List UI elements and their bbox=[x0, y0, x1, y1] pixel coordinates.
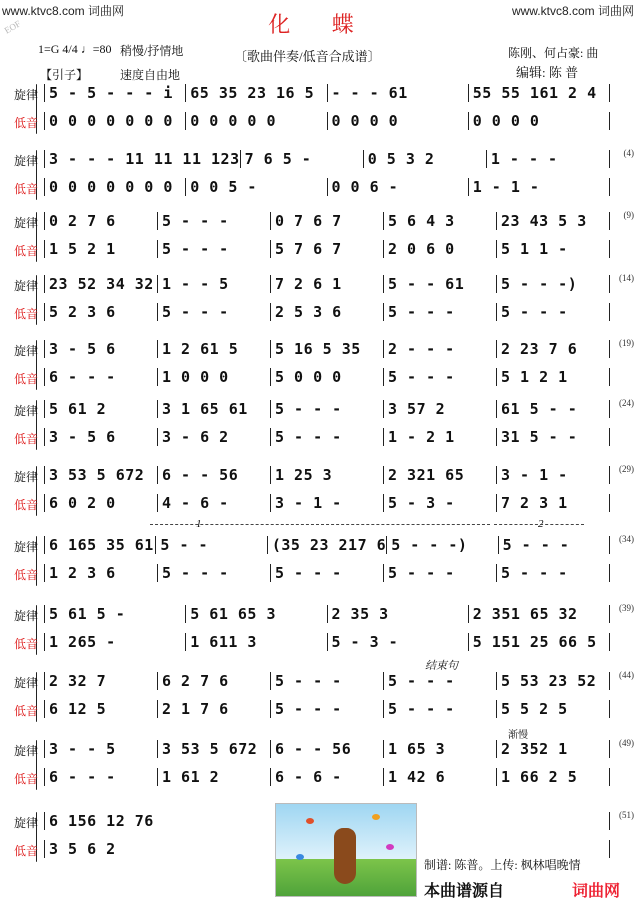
bar-line bbox=[609, 768, 610, 786]
bar-line bbox=[609, 740, 610, 758]
score-system bbox=[14, 670, 634, 732]
measure: 5 - - - bbox=[162, 564, 229, 582]
measure: 6 - - - bbox=[49, 368, 116, 386]
measure: 0 5 3 2 bbox=[367, 150, 435, 168]
bass-staff bbox=[14, 633, 630, 653]
measure: 3 - 5 6 bbox=[49, 340, 116, 358]
measure: 5 - - -) bbox=[501, 275, 578, 293]
measure-row bbox=[44, 150, 610, 168]
measure: 5 - - - bbox=[275, 428, 342, 446]
measure: 2 351 65 32 bbox=[472, 605, 578, 623]
bar-line bbox=[609, 400, 610, 418]
melody-label: 旋律 bbox=[14, 279, 39, 293]
measure-row bbox=[44, 240, 610, 258]
measure-row bbox=[44, 303, 610, 321]
bass-staff bbox=[14, 303, 630, 323]
bass-staff bbox=[14, 178, 630, 198]
melody-label: 旋律 bbox=[14, 744, 39, 758]
measure: 2 - - - bbox=[388, 340, 455, 358]
measure: 3 - - 5 bbox=[49, 740, 116, 758]
bass-label: 低音 bbox=[14, 372, 39, 386]
measure: 6 156 12 76 bbox=[49, 812, 154, 830]
measure: 1 - 2 1 bbox=[388, 428, 455, 446]
measure-row bbox=[44, 494, 610, 512]
melody-staff bbox=[14, 275, 630, 295]
volta-2-line bbox=[494, 524, 584, 525]
score-system bbox=[14, 738, 634, 800]
measure: 5 - - - bbox=[502, 536, 570, 554]
measure-row bbox=[44, 700, 610, 718]
score-system bbox=[14, 398, 634, 460]
volta-2-label: 2 bbox=[538, 518, 544, 530]
measure: 1 2 61 5 bbox=[162, 340, 239, 358]
melody-label: 旋律 bbox=[14, 404, 39, 418]
bar-line bbox=[609, 428, 610, 446]
measure: 55 55 161 2 4 bbox=[472, 84, 597, 102]
bar-line bbox=[609, 303, 610, 321]
measure: 5 - - - bbox=[162, 212, 229, 230]
measure-row bbox=[44, 605, 610, 623]
score-system bbox=[14, 338, 634, 400]
measure-row bbox=[44, 178, 610, 196]
bass-label: 低音 bbox=[14, 307, 39, 321]
butterfly-icon bbox=[372, 814, 380, 820]
measure: 0 0 0 0 bbox=[331, 112, 399, 130]
measure-row bbox=[44, 212, 610, 230]
measure: 6 - - 56 bbox=[162, 466, 239, 484]
melody-label: 旋律 bbox=[14, 609, 39, 623]
measure: (35 23 217 6 bbox=[271, 536, 387, 554]
bar-line bbox=[609, 240, 610, 258]
measure-number: (29) bbox=[619, 464, 634, 474]
measure: 5 - - bbox=[160, 536, 209, 554]
source-text: 本曲谱源自 bbox=[424, 883, 505, 900]
melody-staff bbox=[14, 84, 630, 104]
melody-staff bbox=[14, 466, 630, 486]
measure-row bbox=[44, 428, 610, 446]
measure: 2 321 65 bbox=[388, 466, 465, 484]
bass-label: 低音 bbox=[14, 637, 39, 651]
measure-number: (9) bbox=[623, 210, 634, 220]
measure: 1 66 2 5 bbox=[501, 768, 578, 786]
measure: 5 61 2 bbox=[49, 400, 107, 418]
measure: 5 - - - bbox=[388, 672, 455, 690]
song-title: 化 蝶 bbox=[268, 12, 372, 37]
measure: 5 61 65 3 bbox=[190, 605, 277, 623]
editor: 编辑: 陈 普 bbox=[516, 65, 579, 80]
bass-label: 低音 bbox=[14, 498, 39, 512]
bar-line bbox=[609, 178, 610, 196]
measure: 3 - 1 - bbox=[275, 494, 342, 512]
bass-label: 低音 bbox=[14, 568, 39, 582]
bass-staff bbox=[14, 700, 630, 720]
measure-row bbox=[44, 466, 610, 484]
measure-number: (24) bbox=[619, 398, 634, 408]
measure: 2 35 3 bbox=[331, 605, 389, 623]
measure: 5 - 3 - bbox=[388, 494, 455, 512]
violin-icon bbox=[334, 828, 356, 884]
bar-line bbox=[609, 812, 610, 830]
credits: 制谱: 陈普。上传: 枫林唱晚情 bbox=[424, 858, 581, 872]
measure: 5 - - - bbox=[388, 564, 455, 582]
measure: 1 265 - bbox=[49, 633, 116, 651]
bass-staff bbox=[14, 768, 630, 788]
bar-line bbox=[609, 84, 610, 102]
measure: 0 7 6 7 bbox=[275, 212, 342, 230]
melody-label: 旋律 bbox=[14, 540, 39, 554]
measure: 0 0 6 - bbox=[331, 178, 399, 196]
measure: 5 16 5 35 bbox=[275, 340, 361, 358]
measure: 1 0 0 0 bbox=[162, 368, 229, 386]
melody-staff bbox=[14, 605, 630, 625]
measure: 5 61 5 - bbox=[49, 605, 126, 623]
measure: 6 - - 56 bbox=[275, 740, 352, 758]
measure: 4 - 6 - bbox=[162, 494, 229, 512]
bass-label: 低音 bbox=[14, 704, 39, 718]
score-system bbox=[14, 534, 634, 596]
measure: 6 - 6 - bbox=[275, 768, 342, 786]
measure: 31 5 - - bbox=[501, 428, 578, 446]
measure: 5 - - -) bbox=[391, 536, 468, 554]
measure: 2 5 3 6 bbox=[275, 303, 342, 321]
butterfly-icon bbox=[386, 844, 394, 850]
measure: 0 0 5 - bbox=[190, 178, 257, 196]
bar-line bbox=[609, 564, 610, 582]
measure: 5 - - - bbox=[388, 700, 455, 718]
bar-line bbox=[609, 212, 610, 230]
measure-row bbox=[44, 672, 610, 690]
measure: 3 - 1 - bbox=[501, 466, 568, 484]
bar-line bbox=[609, 536, 610, 554]
bar-line bbox=[609, 150, 610, 168]
melody-label: 旋律 bbox=[14, 88, 39, 102]
end-phrase-annotation: 结束句 bbox=[425, 660, 458, 672]
melody-staff bbox=[14, 400, 630, 420]
measure: 6 2 7 6 bbox=[162, 672, 229, 690]
bass-label: 低音 bbox=[14, 772, 39, 786]
measure: 5 - - - bbox=[275, 564, 342, 582]
measure: 6 - - - bbox=[49, 768, 116, 786]
measure: 2 0 6 0 bbox=[388, 240, 455, 258]
measure-row bbox=[44, 768, 610, 786]
measure: 1 5 2 1 bbox=[49, 240, 116, 258]
measure: 1 65 3 bbox=[388, 740, 446, 758]
measure-number: (19) bbox=[619, 338, 634, 348]
measure-row bbox=[44, 633, 610, 651]
measure: 6 12 5 bbox=[49, 700, 107, 718]
bar-line bbox=[609, 700, 610, 718]
key-signature: 1=G 4/4 ♩=80 bbox=[38, 42, 112, 56]
measure-row bbox=[44, 84, 610, 102]
melody-staff bbox=[14, 740, 630, 760]
measure: 3 1 65 61 bbox=[162, 400, 248, 418]
measure: 0 2 7 6 bbox=[49, 212, 116, 230]
violin-butterfly-illustration bbox=[275, 803, 417, 897]
measure: 7 2 3 1 bbox=[501, 494, 568, 512]
score-system bbox=[14, 464, 634, 526]
measure: 5 - - - bbox=[388, 368, 455, 386]
measure-row bbox=[44, 564, 610, 582]
measure: 6 165 35 61 bbox=[49, 536, 154, 554]
measure: 3 53 5 672 bbox=[162, 740, 258, 758]
eof-watermark: EOF bbox=[2, 18, 23, 36]
score-system bbox=[14, 603, 634, 665]
measure: 2 352 1 bbox=[501, 740, 568, 758]
measure: 5 - - - bbox=[162, 240, 229, 258]
measure: 5 - 3 - bbox=[331, 633, 399, 651]
bar-line bbox=[609, 633, 610, 651]
measure-number: (44) bbox=[619, 670, 634, 680]
gradual-slow-annotation: 渐慢 bbox=[508, 730, 528, 741]
bass-staff bbox=[14, 428, 630, 448]
measure: 5 6 4 3 bbox=[388, 212, 455, 230]
measure: 5 5 2 5 bbox=[501, 700, 568, 718]
measure: 3 5 6 2 bbox=[49, 840, 116, 858]
measure: 2 32 7 bbox=[49, 672, 107, 690]
butterfly-icon bbox=[306, 818, 314, 824]
melody-staff bbox=[14, 672, 630, 692]
measure-row bbox=[44, 536, 610, 554]
bass-staff bbox=[14, 240, 630, 260]
bar-line bbox=[609, 494, 610, 512]
measure-number: (51) bbox=[619, 810, 634, 820]
measure: 1 - - - bbox=[490, 150, 558, 168]
bar-line bbox=[609, 466, 610, 484]
volta-1-line bbox=[150, 524, 490, 525]
melody-label: 旋律 bbox=[14, 216, 39, 230]
measure: 5 1 1 - bbox=[501, 240, 568, 258]
melody-staff bbox=[14, 340, 630, 360]
composers: 陈刚、何占豪: 曲 bbox=[508, 46, 599, 60]
measure-number: (39) bbox=[619, 603, 634, 613]
bar-line bbox=[609, 112, 610, 130]
measure: 5 0 0 0 bbox=[275, 368, 342, 386]
measure: 5 - - - bbox=[388, 303, 455, 321]
bass-staff bbox=[14, 494, 630, 514]
measure: 65 35 23 16 5 bbox=[190, 84, 315, 102]
measure: 5 - - - bbox=[501, 564, 568, 582]
measure-row bbox=[44, 740, 610, 758]
bar-line bbox=[609, 368, 610, 386]
measure-number: (14) bbox=[619, 273, 634, 283]
bass-label: 低音 bbox=[14, 432, 39, 446]
measure: 1 - 1 - bbox=[472, 178, 540, 196]
measure: 1 42 6 bbox=[388, 768, 446, 786]
measure: 3 57 2 bbox=[388, 400, 446, 418]
measure: 5 2 3 6 bbox=[49, 303, 116, 321]
measure-row bbox=[44, 400, 610, 418]
bass-label: 低音 bbox=[14, 844, 39, 858]
measure: 5 - - - bbox=[501, 303, 568, 321]
bass-label: 低音 bbox=[14, 182, 39, 196]
measure-row bbox=[44, 340, 610, 358]
measure-number: (49) bbox=[619, 738, 634, 748]
bass-staff bbox=[14, 564, 630, 584]
melody-label: 旋律 bbox=[14, 470, 39, 484]
intro-label: 【引子】 bbox=[40, 68, 89, 82]
measure: 7 2 6 1 bbox=[275, 275, 342, 293]
measure-row bbox=[44, 275, 610, 293]
site-watermark-left: www.ktvc8.com 词曲网 bbox=[2, 4, 125, 18]
measure-row bbox=[44, 112, 610, 130]
melody-label: 旋律 bbox=[14, 676, 39, 690]
bass-staff bbox=[14, 112, 630, 132]
melody-staff bbox=[14, 212, 630, 232]
measure: 5 - 5 - - - i bbox=[49, 84, 173, 102]
volta-1-label: 1 bbox=[196, 518, 202, 530]
measure: 3 - 5 6 bbox=[49, 428, 116, 446]
site-logo: 词曲网 bbox=[572, 883, 621, 900]
bass-label: 低音 bbox=[14, 116, 39, 130]
bar-line bbox=[609, 672, 610, 690]
intro-text: 速度自由地 bbox=[120, 68, 181, 82]
bar-line bbox=[609, 605, 610, 623]
measure: 7 6 5 - bbox=[244, 150, 312, 168]
measure: 3 - 6 2 bbox=[162, 428, 229, 446]
measure: 0 0 0 0 0 0 0 bbox=[49, 178, 173, 196]
measure: 0 0 0 0 0 0 0 bbox=[49, 112, 173, 130]
subtitle: 〔歌曲伴奏/低音合成谱〕 bbox=[234, 49, 381, 64]
measure: - - - 61 bbox=[331, 84, 408, 102]
melody-staff bbox=[14, 150, 630, 170]
melody-staff bbox=[14, 536, 630, 556]
measure: 0 0 0 0 0 bbox=[190, 112, 277, 130]
measure: 1 2 3 6 bbox=[49, 564, 116, 582]
measure: 6 0 2 0 bbox=[49, 494, 116, 512]
measure: 1 - - 5 bbox=[162, 275, 229, 293]
measure: 5 - - 61 bbox=[388, 275, 465, 293]
measure: 5 - - - bbox=[275, 672, 342, 690]
measure: 5 53 23 52 bbox=[501, 672, 597, 690]
score-system bbox=[14, 210, 634, 272]
measure-number: (4) bbox=[623, 148, 634, 158]
measure: 23 52 34 32 bbox=[49, 275, 154, 293]
measure: 61 5 - - bbox=[501, 400, 578, 418]
site-watermark-right: www.ktvc8.com 词曲网 bbox=[511, 4, 634, 18]
measure: 3 - - - 11 11 11 123 bbox=[49, 150, 240, 168]
melody-label: 旋律 bbox=[14, 816, 39, 830]
measure: 5 1 2 1 bbox=[501, 368, 568, 386]
measure: 5 7 6 7 bbox=[275, 240, 342, 258]
measure: 1 25 3 bbox=[275, 466, 333, 484]
measure: 5 - - - bbox=[275, 400, 342, 418]
measure: 2 1 7 6 bbox=[162, 700, 229, 718]
measure-row bbox=[44, 368, 610, 386]
butterfly-icon bbox=[296, 854, 304, 860]
measure: 3 53 5 672 bbox=[49, 466, 145, 484]
bass-label: 低音 bbox=[14, 244, 39, 258]
measure: 5 - - - bbox=[162, 303, 229, 321]
score-system bbox=[14, 148, 634, 210]
measure: 1 611 3 bbox=[190, 633, 257, 651]
bass-staff bbox=[14, 368, 630, 388]
measure: 23 43 5 3 bbox=[501, 212, 587, 230]
score-system bbox=[14, 84, 630, 144]
score-system bbox=[14, 273, 634, 335]
measure: 5 151 25 66 5 bbox=[472, 633, 597, 651]
melody-label: 旋律 bbox=[14, 344, 39, 358]
measure: 0 0 0 0 bbox=[472, 112, 540, 130]
measure: 2 23 7 6 bbox=[501, 340, 578, 358]
melody-label: 旋律 bbox=[14, 154, 39, 168]
bar-line bbox=[609, 275, 610, 293]
tempo-text: 稍慢/抒情地 bbox=[120, 44, 184, 58]
measure-number: (34) bbox=[619, 534, 634, 544]
measure: 1 61 2 bbox=[162, 768, 220, 786]
measure: 5 - - - bbox=[275, 700, 342, 718]
bar-line bbox=[609, 840, 610, 858]
bar-line bbox=[609, 340, 610, 358]
